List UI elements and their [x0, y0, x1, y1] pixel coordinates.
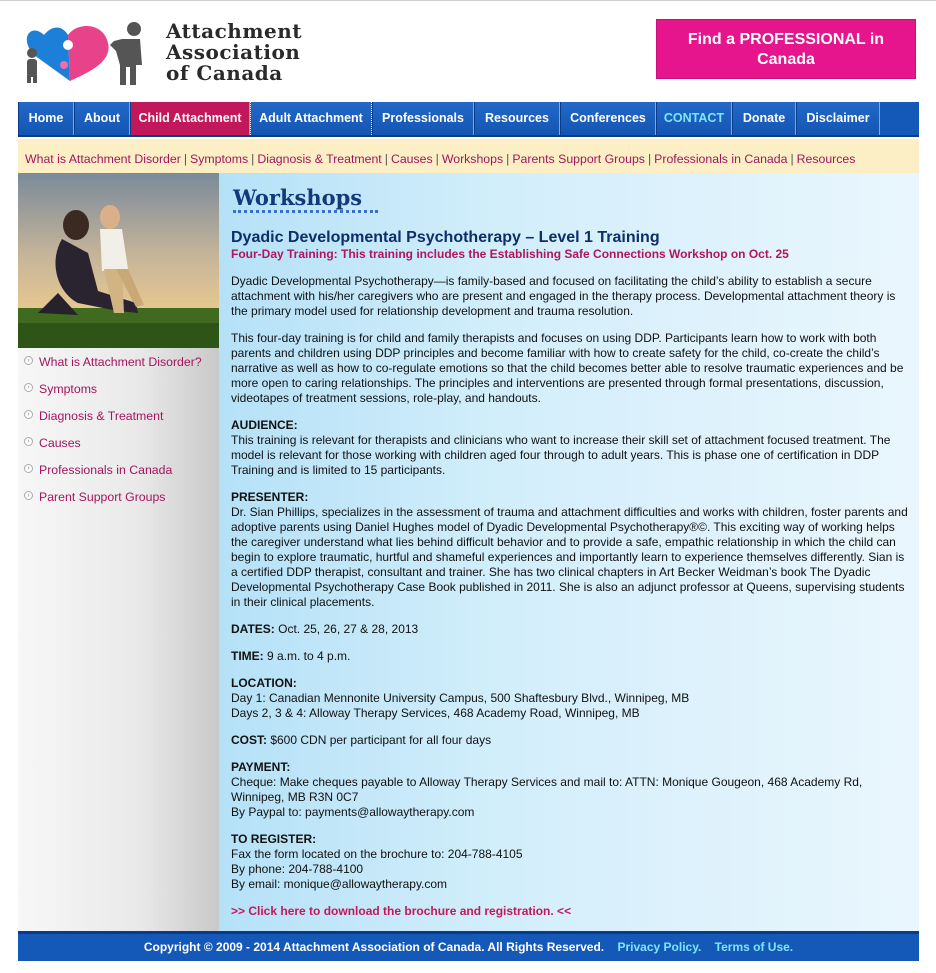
nav-about[interactable]: About: [74, 102, 130, 135]
subnav-resources[interactable]: Resources: [796, 152, 856, 166]
subnav-support-groups[interactable]: Parents Support Groups: [512, 152, 645, 166]
copyright-text: Copyright © 2009 - 2014 Attachment Association of Canada. All Rights Reserved.: [143, 940, 605, 954]
intro-paragraph-2: This four-day training is for child and family therapists and focuses on using DDP. Participants learn how to work with both parents and children using DDP principles and become familiar with how to create safety for the child, co-create the child’s narrative as well as how to co-regulate emotions so that the child becomes better able to resolve traumatic experiences and be more open to caring relationships. The principles and interventions are presented through formal presentations, discussion, videotapes of treatment sessions, role-play, and handouts.: [231, 331, 904, 405]
nav-professionals[interactable]: Professionals: [372, 102, 474, 135]
sidebar-item-professionals[interactable]: [18, 461, 219, 488]
chevron-right-icon: ›: [24, 410, 33, 419]
sidebar-item-label: Causes: [39, 436, 81, 450]
logo-graphic: [22, 15, 162, 89]
audience-section: [231, 418, 909, 478]
logo-text: [166, 21, 302, 84]
subnav-separator: |: [435, 152, 439, 166]
sub-nav: [18, 139, 919, 173]
sidebar-menu: [18, 353, 219, 515]
dates-text: Oct. 25, 26, 27 & 28, 2013: [274, 622, 419, 636]
subnav-attachment-disorder[interactable]: What is Attachment Disorder: [25, 152, 181, 166]
main-content: [219, 173, 919, 931]
register-fax: Fax the form located on the brochure to: 204-788-4105: [231, 847, 523, 861]
nav-resources[interactable]: Resources: [474, 102, 560, 135]
nav-donate[interactable]: Donate: [732, 102, 796, 135]
presenter-label: PRESENTER:: [231, 490, 309, 504]
subnav-symptoms[interactable]: Symptoms: [190, 152, 249, 166]
cost-label: COST:: [231, 733, 267, 747]
sidebar-item-support-groups[interactable]: [18, 488, 219, 515]
workshop-heading: Dyadic Developmental Psychotherapy – Level 1 Training: [231, 229, 660, 246]
payment-cheque: Cheque: Make cheques payable to Alloway Therapy Services and mail to: ATTN: Monique Gougeon, 468 Academy Rd, Winnipeg, MB R3N 0C7: [231, 775, 863, 804]
subnav-separator: |: [790, 152, 794, 166]
subnav-separator: |: [647, 152, 652, 166]
nav-home[interactable]: Home: [18, 102, 74, 135]
sidebar-item-label: Symptoms: [39, 382, 98, 396]
presenter-section: [231, 490, 909, 610]
register-email: By email: monique@allowaytherapy.com: [231, 877, 448, 891]
register-label: TO REGISTER:: [231, 832, 317, 846]
location-label: LOCATION:: [231, 676, 297, 690]
chevron-right-icon: ›: [24, 356, 33, 365]
subnav-diagnosis[interactable]: Diagnosis & Treatment: [257, 152, 382, 166]
subnav-separator: |: [506, 152, 510, 166]
terms-of-use-link[interactable]: Terms of Use.: [714, 940, 794, 954]
logo-line-1: Attachment: [166, 19, 302, 43]
audience-label: AUDIENCE:: [231, 418, 298, 432]
site-header: [0, 0, 936, 102]
chevron-right-icon: ›: [24, 437, 33, 446]
site-footer: [18, 931, 919, 961]
sidebar-item-label: Professionals in Canada: [39, 463, 173, 477]
logo-line-3: of Canada: [166, 61, 283, 85]
sidebar-item-symptoms[interactable]: [18, 380, 219, 407]
sidebar-item-label: Diagnosis & Treatment: [39, 409, 164, 423]
nav-conferences[interactable]: Conferences: [560, 102, 656, 135]
subnav-separator: |: [384, 152, 388, 166]
chevron-right-icon: ›: [24, 464, 33, 473]
register-section: [231, 832, 909, 892]
payment-label: PAYMENT:: [231, 760, 291, 774]
location-section: [231, 676, 909, 721]
presenter-text: Dr. Sian Phillips, specializes in the assessment of trauma and attachment difficulties and works with children, foster parents and adoptive parents using Daniel Hughes model of Dyadic Developmental Psychotherapy®©. This exciting way of working helps the caregiver understand what lies behind difficult behavior and to provide a safe, empathic relationship in which the child can begin to explore traumatic, hurtful and shameful experiences and importantly learn to experience themselves differently. Sian is a certified DDP therapist, consultant and trainer. She has two clinical chapters in Art Becker Weidman’s book The Dyadic Developmental Psychotherapy Case Book published in 2011. She is also an adjunct professor at Queens, supervising students in their clinical placements.: [231, 505, 908, 609]
dates-section: [231, 622, 909, 637]
workshop-article: [231, 229, 909, 919]
mother-child-photo: [18, 173, 219, 348]
sidebar-item-label: Parent Support Groups: [39, 490, 166, 504]
dates-label: DATES:: [231, 622, 275, 636]
sidebar-item-label: What is Attachment Disorder?: [39, 355, 202, 369]
subnav-professionals[interactable]: Professionals in Canada: [654, 152, 788, 166]
section-title: Workshops: [233, 185, 363, 210]
sidebar-item-attachment-disorder[interactable]: [18, 353, 219, 380]
download-brochure-link[interactable]: >> Click here to download the brochure and registration. <<: [231, 904, 572, 918]
find-professional-button[interactable]: Find a PROFESSIONAL in Canada: [656, 19, 916, 79]
audience-text: This training is relevant for therapists and clinicians who want to increase their skill set of attachment focused treatment. The model is relevant for those working with children aged four through to adult years. This is phase one of certification in DDP Training and is limited to 15 participants.: [231, 433, 891, 477]
subnav-separator: |: [183, 152, 188, 166]
subnav-separator: |: [251, 152, 255, 166]
title-underline: [233, 210, 378, 214]
time-text: 9 a.m. to 4 p.m.: [263, 649, 351, 663]
privacy-policy-link[interactable]: Privacy Policy.: [617, 940, 702, 954]
sidebar: [18, 173, 219, 931]
time-label: TIME:: [231, 649, 264, 663]
payment-paypal: By Paypal to: payments@allowaytherapy.com: [231, 805, 475, 819]
subnav-workshops[interactable]: Workshops: [441, 152, 504, 166]
nav-adult-attachment[interactable]: Adult Attachment: [250, 102, 372, 135]
subnav-causes[interactable]: Causes: [390, 152, 433, 166]
chevron-right-icon: ›: [24, 383, 33, 392]
time-section: [231, 649, 909, 664]
sidebar-item-diagnosis[interactable]: [18, 407, 219, 434]
cost-section: [231, 733, 909, 748]
site-logo[interactable]: [22, 15, 322, 89]
nav-contact[interactable]: CONTACT: [656, 102, 732, 135]
workshop-subheading: Four-Day Training: This training includes the Establishing Safe Connections Workshop on Oct. 25: [231, 247, 789, 261]
logo-line-2: Association: [166, 40, 301, 64]
location-day1: Day 1: Canadian Mennonite University Campus, 500 Shaftesbury Blvd., Winnipeg, MB: [231, 691, 690, 705]
register-phone: By phone: 204-788-4100: [231, 862, 364, 876]
sidebar-item-causes[interactable]: [18, 434, 219, 461]
intro-paragraph-1: Dyadic Developmental Psychotherapy—is family-based and focused on facilitating the child’s ability to establish a secure attachment with his/her caregivers who are present and engaged in the therapy process. Developmental attachment theory is the primary model used for relationship development and trauma resolution.: [231, 274, 896, 318]
cost-text: $600 CDN per participant for all four days: [267, 733, 492, 747]
payment-section: [231, 760, 909, 820]
nav-disclaimer[interactable]: Disclaimer: [796, 102, 880, 135]
main-nav: [18, 102, 919, 137]
location-day2: Days 2, 3 & 4: Alloway Therapy Services, 468 Academy Road, Winnipeg, MB: [231, 706, 640, 720]
chevron-right-icon: ›: [24, 491, 33, 500]
nav-child-attachment[interactable]: Child Attachment: [130, 102, 250, 135]
